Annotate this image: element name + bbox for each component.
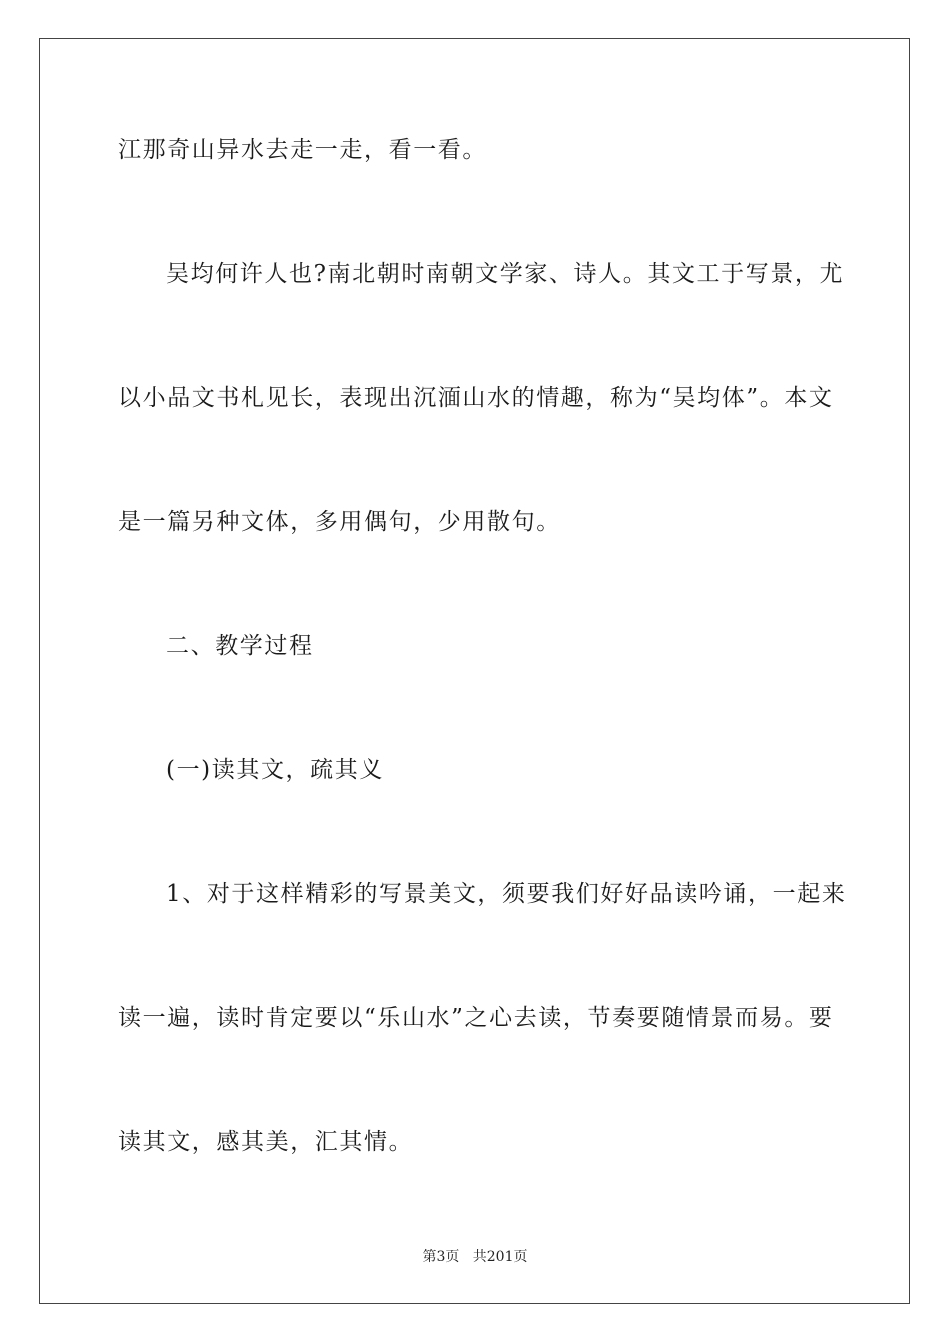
paragraph-line-2: 吴均何许人也?南北朝时南朝文学家、诗人。其文工于写景，尤 — [166, 261, 845, 287]
subsection-heading: (一)读其文，疏其义 — [166, 757, 384, 783]
paragraph-line-3: 以小品文书札见长，表现出沉湎山水的情趣，称为“吴均体”。本文 — [118, 385, 834, 411]
page-border — [39, 38, 910, 1304]
paragraph-line-1: 江那奇山异水去走一走，看一看。 — [118, 137, 487, 163]
total-pages: 共201页 — [472, 1249, 528, 1265]
section-heading: 二、教学过程 — [166, 633, 314, 659]
page-footer — [0, 1248, 950, 1266]
paragraph-line-4: 是一篇另种文体，多用偶句，少用散句。 — [118, 509, 561, 535]
paragraph-line-5: 1、对于这样精彩的写景美文，须要我们好好品读吟诵，一起来 — [166, 881, 847, 907]
paragraph-line-7: 读其文，感其美，汇其情。 — [118, 1129, 414, 1155]
page-number: 第3页 — [422, 1249, 460, 1265]
paragraph-line-6: 读一遍，读时肯定要以“乐山水”之心去读，节奏要随情景而易。要 — [118, 1005, 834, 1031]
